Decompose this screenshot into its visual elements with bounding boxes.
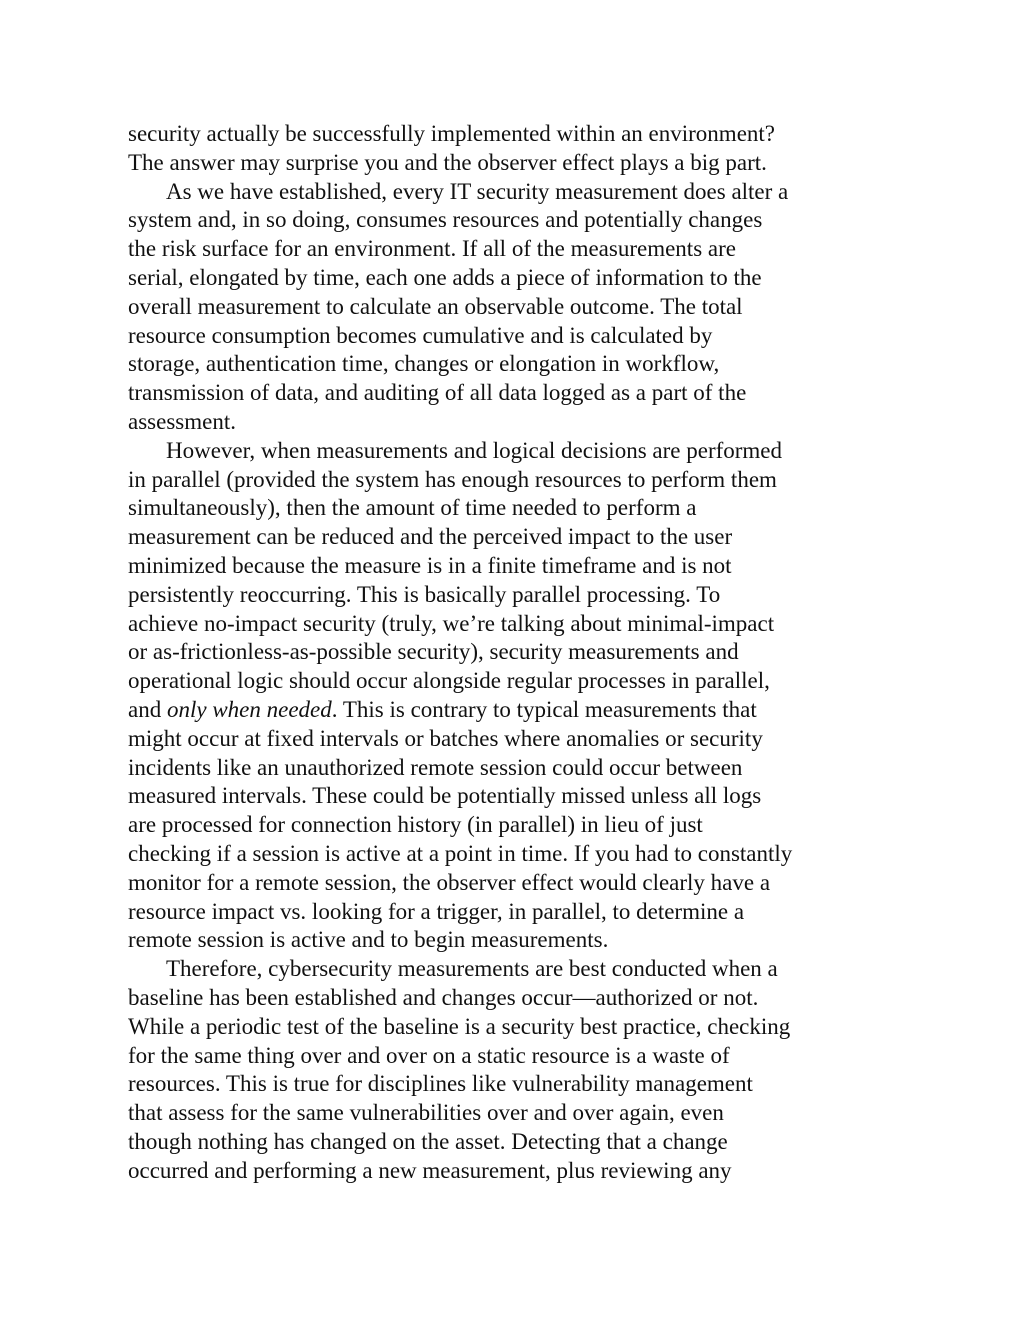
text-line: The answer may surprise you and the observer effect plays a big part. [128, 149, 767, 175]
paragraph-start-line: Therefore, cybersecurity measurements are best conducted when a [166, 956, 778, 982]
text-line: in parallel (provided the system has enough resources to perform them [128, 466, 777, 492]
text-line: monitor for a remote session, the observer effect would clearly have a [128, 869, 771, 895]
text-line: or as-frictionless-as-possible security), security measurements and [128, 639, 739, 665]
text-line: transmission of data, and auditing of all data logged as a part of the [128, 380, 747, 406]
text-line: occurred and performing a new measurement, plus reviewing any [128, 1157, 732, 1183]
text-line: resources. This is true for disciplines like vulnerability management [128, 1071, 753, 1097]
text-line: storage, authentication time, changes or elongation in workflow, [128, 351, 720, 377]
text-line: persistently reoccurring. This is basically parallel processing. To [128, 581, 721, 607]
paragraph-start-line: However, when measurements and logical decisions are performed [166, 437, 783, 463]
text-line: system and, in so doing, consumes resources and potentially changes [128, 207, 763, 233]
text-segment: . This is contrary to typical measurements that [331, 696, 757, 722]
text-line: While a periodic test of the baseline is a security best practice, checking [128, 1013, 791, 1039]
text-line: resource consumption becomes cumulative and is calculated by [128, 322, 713, 348]
text-line: baseline has been established and changes occur—authorized or not. [128, 984, 759, 1010]
text-line: are processed for connection history (in parallel) in lieu of just [128, 812, 703, 838]
text-line-with-emphasis [128, 696, 898, 725]
text-line: assessment. [128, 408, 236, 434]
text-line: minimized because the measure is in a finite timeframe and is not [128, 552, 732, 578]
text-line: achieve no-impact security (truly, we’re talking about minimal-impact [128, 610, 775, 636]
text-line: security actually be successfully implemented within an environment? [128, 121, 775, 146]
text-line: operational logic should occur alongside regular processes in parallel, [128, 668, 770, 694]
text-line: the risk surface for an environment. If all of the measurements are [128, 236, 736, 262]
text-line: overall measurement to calculate an observable outcome. The total [128, 293, 743, 319]
text-line: resource impact vs. looking for a trigger, in parallel, to determine a [128, 898, 745, 924]
paragraph-start-line: As we have established, every IT security measurement does alter a [166, 178, 789, 204]
emphasized-text: only when needed [166, 696, 332, 722]
text-line: checking if a session is active at a point in time. If you had to constantly [128, 840, 793, 866]
body-text [128, 120, 898, 1185]
text-line: simultaneously), then the amount of time needed to perform a [128, 495, 697, 521]
text-line: that assess for the same vulnerabilities over and over again, even [128, 1100, 724, 1126]
text-line: incidents like an unauthorized remote session could occur between [128, 754, 743, 780]
text-line: for the same thing over and over on a static resource is a waste of [128, 1042, 730, 1068]
text-line: serial, elongated by time, each one adds a piece of information to the [128, 264, 762, 290]
text-line: remote session is active and to begin measurements. [128, 927, 609, 953]
text-segment: and [128, 696, 167, 722]
text-line: measurement can be reduced and the perceived impact to the user [128, 524, 733, 550]
text-line: might occur at fixed intervals or batches where anomalies or security [128, 725, 763, 751]
text-line: though nothing has changed on the asset. Detecting that a change [128, 1128, 728, 1154]
text-line: measured intervals. These could be potentially missed unless all logs [128, 783, 762, 809]
